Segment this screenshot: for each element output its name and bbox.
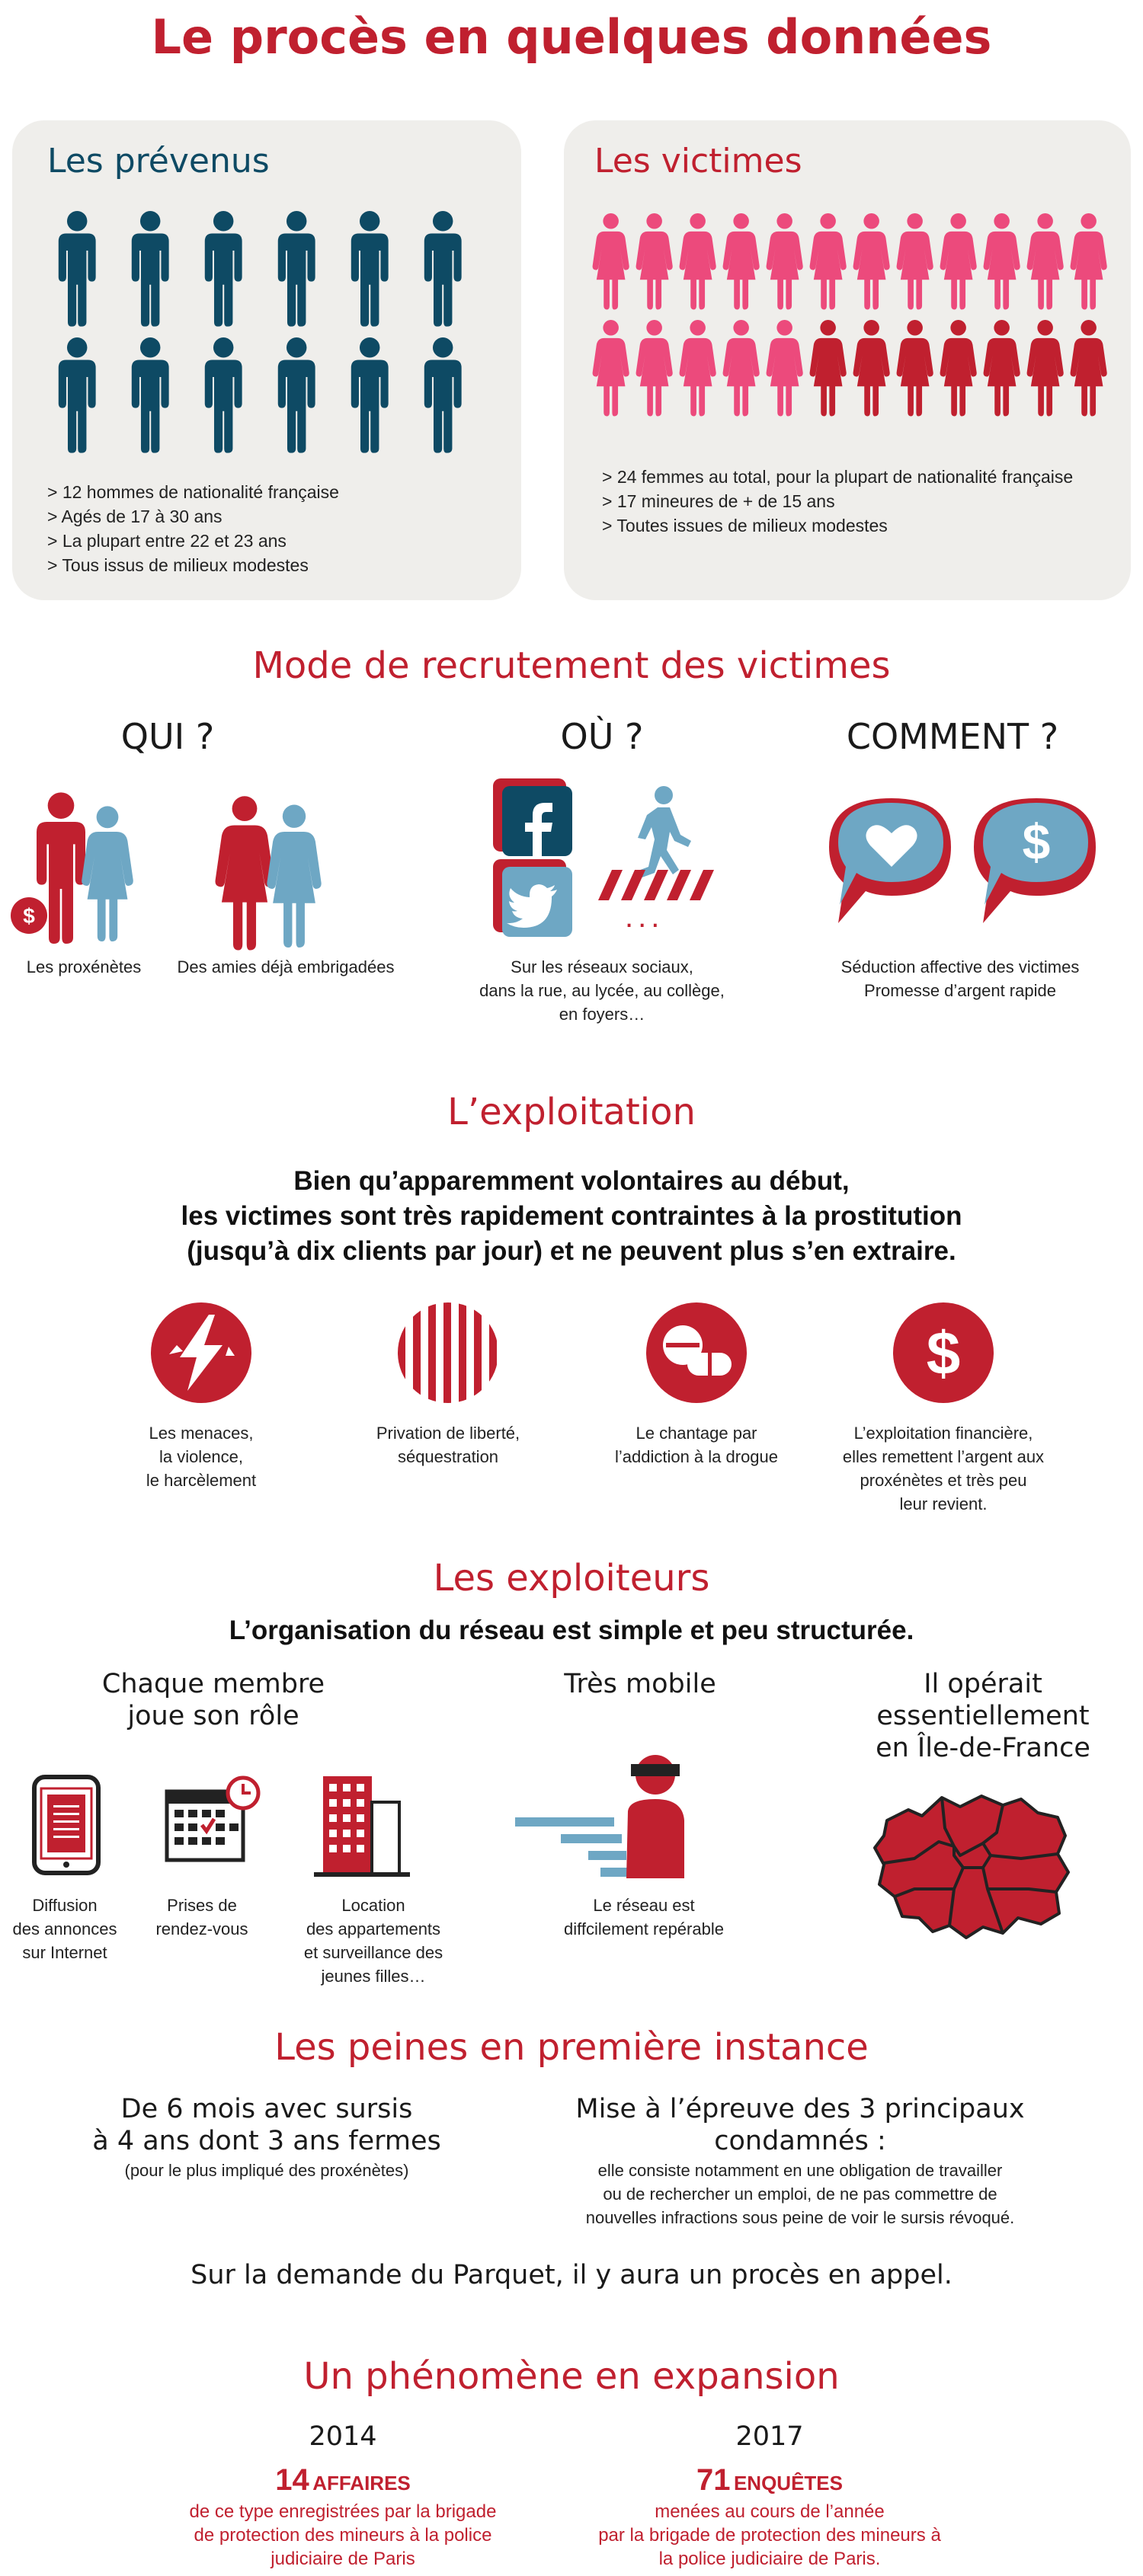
- rendez-vous-caption: Prises de rendez-vous: [155, 1896, 248, 1938]
- woman-figure-icon: [1071, 320, 1107, 417]
- prevenus-facts: [47, 480, 339, 577]
- woman-figure-icon: [680, 320, 716, 417]
- affaires-caption: de ce type enregistrées par la brigade de protection des mineurs à la police judiciaire de Paris: [189, 2501, 497, 2569]
- woman-figure-icon: [1071, 213, 1107, 310]
- woman-figure-icon: [593, 213, 629, 310]
- bars-icon: [396, 1301, 500, 1405]
- lightning-icon: [149, 1301, 253, 1405]
- year-2017: 2017: [735, 2421, 804, 2452]
- mobile-heading: Très mobile: [564, 1669, 716, 1699]
- man-figure-icon: [59, 211, 96, 327]
- prevenus-fact: > La plupart entre 22 et 23 ans: [47, 531, 287, 551]
- affaires-number: 14: [275, 2463, 309, 2497]
- woman-figure-icon: [767, 213, 803, 310]
- victimes-fact: > 17 mineures de + de 15 ans: [602, 491, 835, 511]
- exploiteurs-intro: L’organisation du réseau est simple et peu structurée.: [229, 1616, 914, 1645]
- woman-figure-icon: [940, 213, 977, 310]
- peines-left-note: (pour le plus impliqué des proxénètes): [124, 2161, 409, 2180]
- exploitation-title: L’exploitation: [447, 1091, 696, 1133]
- year-2014: 2014: [309, 2421, 377, 2452]
- enquetes-stat: [617, 2463, 922, 2498]
- svg-text:$: $: [23, 904, 35, 928]
- ou-ellipsis: ...: [625, 900, 664, 934]
- expansion-title: Un phénomène en expansion: [303, 2355, 840, 2398]
- idf-heading: Il opérait essentiellement en Île-de-France: [876, 1669, 1090, 1763]
- svg-text:$: $: [1022, 813, 1051, 870]
- proxenete-icon: [8, 785, 141, 952]
- calendar-icon: [164, 1775, 263, 1866]
- comment-caption: Séduction affective des victimes Promesse d’argent rapide: [840, 957, 1080, 1000]
- building-icon: [314, 1772, 413, 1878]
- woman-figure-icon: [940, 320, 977, 417]
- twitter-icon: [491, 858, 575, 941]
- woman-figure-icon: [810, 213, 847, 310]
- woman-figure-icon: [853, 320, 890, 417]
- comment-heading: COMMENT ?: [846, 716, 1059, 757]
- man-figure-icon: [205, 337, 242, 453]
- man-figure-icon: [424, 337, 462, 453]
- victimes-fact: > 24 femmes au total, pour la plupart de nationalité française: [602, 467, 1074, 487]
- role-heading: Chaque membre joue son rôle: [101, 1669, 325, 1731]
- prevenus-panel: [12, 120, 521, 600]
- enquetes-unit: ENQUÊTES: [733, 2472, 843, 2495]
- dollar-icon: [892, 1301, 995, 1405]
- man-figure-icon: [351, 211, 389, 327]
- affaires-stat: [190, 2463, 495, 2498]
- ou-caption: Sur les réseaux sociaux, dans la rue, au lycée, au collège, en foyers…: [479, 957, 725, 1024]
- peines-right-heading: Mise à l’épreuve des 3 principaux condamnés :: [575, 2094, 1025, 2156]
- woman-figure-icon: [897, 320, 933, 417]
- woman-figure-icon: [984, 320, 1020, 417]
- victimes-title: Les victimes: [594, 142, 802, 181]
- prevenus-fact: > 12 hommes de nationalité française: [47, 482, 339, 502]
- woman-figure-icon: [767, 320, 803, 417]
- svg-text:$: $: [926, 1319, 961, 1387]
- man-figure-icon: [132, 211, 169, 327]
- woman-figure-icon: [593, 320, 629, 417]
- man-figure-icon: [278, 337, 315, 453]
- location-caption: Location des appartements et surveillance des jeunes filles…: [303, 1896, 443, 1986]
- facebook-icon: [491, 777, 575, 861]
- prevenus-figures: [44, 210, 501, 462]
- woman-figure-icon: [636, 213, 673, 310]
- victimes-facts: [602, 465, 1073, 538]
- exploitation-intro: Bien qu’apparemment volontaires au début, les victimes sont très rapidement contraintes à la prostitution (jusqu’à dix clients par jour) et ne peuvent plus s’en extraire.: [181, 1166, 962, 1266]
- masked-runner-icon: [515, 1744, 713, 1881]
- pills-icon: [645, 1301, 748, 1405]
- dollar-speech-icon: [968, 794, 1105, 931]
- woman-figure-icon: [636, 320, 673, 417]
- woman-figure-icon: [723, 320, 760, 417]
- ile-de-france-map-icon: [869, 1782, 1074, 1942]
- peines-right-note: elle consiste notamment en une obligation de travailler ou de rechercher un emploi, de ne pas commettre de nouvelles infractions sous peine de voir le sursis révoqué.: [585, 2161, 1015, 2227]
- man-figure-icon: [424, 211, 462, 327]
- peines-left-heading: De 6 mois avec sursis à 4 ans dont 3 ans fermes: [92, 2094, 441, 2156]
- chantage-caption: Le chantage par l’addiction à la drogue: [614, 1424, 779, 1466]
- man-figure-icon: [351, 337, 389, 453]
- woman-figure-icon: [897, 213, 933, 310]
- woman-figure-icon: [810, 320, 847, 417]
- peines-title: Les peines en première instance: [274, 2026, 869, 2069]
- amies-caption: Des amies déjà embrigadées: [177, 957, 395, 976]
- smartphone-icon: [32, 1775, 101, 1875]
- ou-heading: OÙ ?: [560, 716, 644, 757]
- woman-figure-icon: [984, 213, 1020, 310]
- enquetes-caption: menées au cours de l’année par la brigade de protection des mineurs à la police judiciaire de Paris.: [598, 2501, 941, 2569]
- privation-caption: Privation de liberté, séquestration: [376, 1424, 520, 1466]
- affaires-unit: AFFAIRES: [312, 2472, 411, 2495]
- diffusion-caption: Diffusion des annonces sur Internet: [12, 1896, 117, 1962]
- amies-icon: [206, 788, 335, 956]
- qui-heading: QUI ?: [120, 716, 215, 757]
- prevenus-fact: > Tous issus de milieux modestes: [47, 555, 309, 575]
- enquetes-number: 71: [696, 2463, 731, 2497]
- menaces-caption: Les menaces, la violence, le harcèlement: [146, 1424, 257, 1490]
- victimes-panel: [564, 120, 1131, 600]
- man-figure-icon: [59, 337, 96, 453]
- victimes-fact: > Toutes issues de milieux modestes: [602, 516, 888, 535]
- woman-figure-icon: [680, 213, 716, 310]
- woman-figure-icon: [1027, 213, 1064, 310]
- pedestrian-crossing-icon: [591, 785, 720, 906]
- page-title: Le procès en quelques données: [151, 9, 992, 65]
- exploiteurs-title: Les exploiteurs: [433, 1557, 710, 1600]
- man-figure-icon: [205, 211, 242, 327]
- victimes-figures: [591, 212, 1117, 440]
- man-figure-icon: [278, 211, 315, 327]
- woman-figure-icon: [853, 213, 890, 310]
- prevenus-fact: > Agés de 17 à 30 ans: [47, 507, 223, 526]
- recrutement-title: Mode de recrutement des victimes: [252, 644, 891, 687]
- heart-speech-icon: [823, 794, 960, 931]
- man-figure-icon: [132, 337, 169, 453]
- woman-figure-icon: [1027, 320, 1064, 417]
- mobile-caption: Le réseau est diffcilement repérable: [564, 1896, 724, 1938]
- woman-figure-icon: [723, 213, 760, 310]
- financiere-caption: L’exploitation financière, elles remettent l’argent aux proxénètes et très peu leur revient.: [842, 1424, 1045, 1513]
- proxenetes-caption: Les proxénètes: [26, 957, 142, 976]
- prevenus-title: Les prévenus: [47, 142, 270, 181]
- appel-statement: Sur la demande du Parquet, il y aura un procès en appel.: [190, 2260, 952, 2290]
